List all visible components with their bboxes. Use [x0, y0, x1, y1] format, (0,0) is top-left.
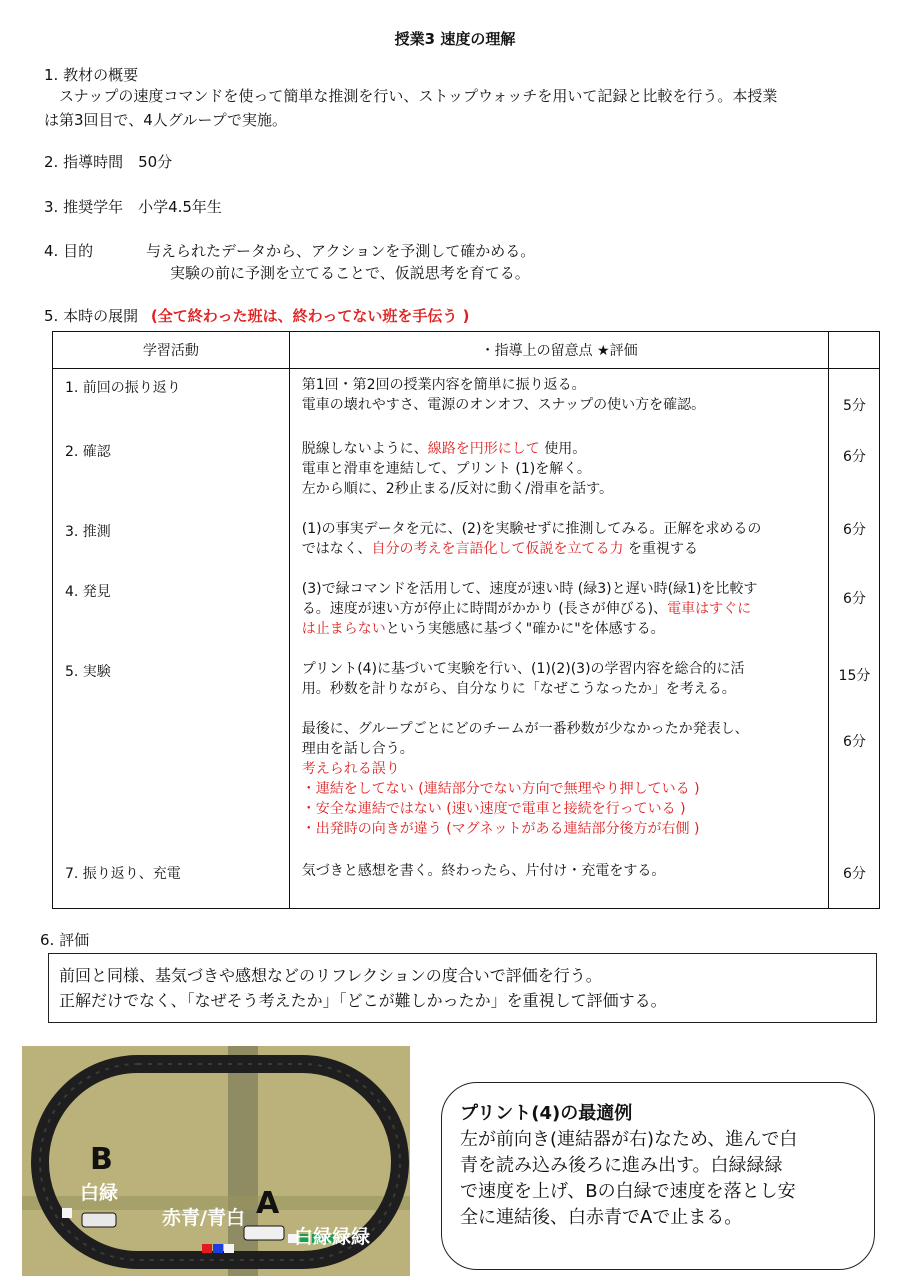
- evaluation-line-1: 前回と同様、基気づきや感想などのリフレクションの度合いで評価を行う。: [59, 966, 602, 985]
- notes-4-text-b: という実態感に基づく"確かに"を体感する。: [385, 621, 665, 637]
- notes-1-line-1: 第1回・第2回の授業内容を簡単に振り返る。: [301, 377, 586, 393]
- evaluation-line-2: 正解だけでなく、「なぜそう考えたか」「どこが難しかったか」を重視して評価する。: [59, 991, 667, 1010]
- notes-3-line-1: (1)の事実データを元に、(2)を実験せずに推測してみる。正解を求めるの: [301, 521, 762, 537]
- notes-2-text-b: 使用。: [539, 441, 587, 457]
- section-1-heading: 1. 教材の概要: [44, 66, 139, 84]
- notes-3-text-a: ではなく、: [301, 541, 372, 557]
- activity-3: 3. 推測: [65, 524, 111, 540]
- notes-2-text-a: 脱線しないように、: [301, 441, 428, 457]
- notes-4-line-1: (3)で緑コマンドを活用して、速度が速い時 (緑3)と遅い時(緑1)を比較す: [301, 581, 758, 597]
- bubble-line-2: 青を読み込み後ろに進み出す。白緑緑緑: [460, 1155, 783, 1176]
- error-1: ・連結をしてない (連結部分でない方向で無理やり押している ): [301, 781, 700, 797]
- notes-7-line-1: 気づきと感想を書く。終わったら、片付け・充電をする。: [301, 863, 666, 879]
- bubble-line-3: で速度を上げ、Bの白緑で速度を落とし安: [460, 1181, 796, 1202]
- header-activity: 学習活動: [53, 332, 290, 369]
- notes-column: [289, 369, 829, 909]
- section-1-line-2: は第3回目で、4人グループで実施。: [44, 111, 288, 129]
- notes-2-line-1: [302, 439, 822, 459]
- notes-2-text-red: 線路を円形にして: [427, 441, 540, 457]
- label-a: A: [256, 1186, 280, 1221]
- activity-2: 2. 確認: [65, 444, 111, 460]
- activity-column: [53, 369, 290, 909]
- notes-5-line-3: 最後に、グループごとにどのチームが一番秒数が少なかったか発表し、: [301, 721, 749, 737]
- notes-5: [302, 659, 822, 839]
- section-6-label: 6. 評価: [40, 931, 90, 949]
- notes-2-line-3: 左から順に、2秒止まる/反対に動く/滑車を話す。: [301, 481, 613, 497]
- notes-5-line-2: 用。秒数を計りながら、自分なりに「なぜこうなったか」を考える。: [301, 681, 736, 697]
- notes-2: [302, 439, 822, 499]
- notes-1: [302, 375, 822, 415]
- notes-4: [302, 579, 822, 639]
- section-2: 2. 指導時間 50分: [44, 153, 173, 171]
- bubble-title: プリント(4)の最適例: [460, 1103, 633, 1124]
- time-7: 6分: [843, 866, 866, 882]
- notes-3: [302, 519, 822, 559]
- activity-1: 1. 前回の振り返り: [65, 380, 181, 396]
- notes-4-text-a: る。速度が速い方が停止に時間がかかり (長さが伸びる)、: [301, 601, 668, 617]
- track-photo: [22, 1046, 410, 1276]
- header-time: [829, 332, 880, 369]
- time-5: 15分: [838, 668, 871, 684]
- notes-3-text-b: を重視する: [623, 541, 698, 557]
- notes-5-line-4: 理由を話し合う。: [301, 741, 414, 757]
- time-column: [829, 369, 880, 909]
- header-notes: ・指導上の留意点 ★評価: [289, 332, 829, 369]
- bubble-line-1: 左が前向き(連結器が右)なため、進んで白: [460, 1129, 798, 1150]
- error-3: ・出発時の向きが違う (マグネットがある連結部分後方が右側 ): [301, 821, 700, 837]
- table-body-row: [53, 369, 880, 909]
- time-3: 6分: [843, 522, 866, 538]
- section-5-note: (全て終わった班は、終わってない班を手伝う ): [150, 307, 470, 325]
- notes-3-text-red: 自分の考えを言語化して仮説を立てる力: [371, 541, 624, 557]
- notes-7: [302, 861, 822, 881]
- evaluation-box: [48, 953, 877, 1023]
- section-5-label: 5. 本時の展開: [44, 307, 139, 325]
- page-title: 授業3 速度の理解: [394, 30, 516, 48]
- notes-4-line-3: [302, 619, 822, 639]
- section-1-line-1: スナップの速度コマンドを使って簡単な推測を行い、ストップウォッチを用いて記録と比較を行う。本授業: [44, 87, 778, 105]
- lesson-plan-table: [52, 331, 880, 909]
- section-1-text: [44, 84, 864, 132]
- notes-3-line-2: [302, 539, 822, 559]
- optimal-example-bubble: [441, 1082, 875, 1270]
- section-4-line-1: 与えられたデータから、アクションを予測して確かめる。: [146, 242, 536, 260]
- section-3: 3. 推奨学年 小学4.5年生: [44, 198, 222, 216]
- label-b: B: [90, 1142, 113, 1177]
- label-right: 白緑緑緑: [294, 1226, 371, 1248]
- notes-1-line-2: 電車の壊れやすさ、電源のオンオフ、スナップの使い方を確認。: [301, 397, 706, 413]
- activity-4: 4. 発見: [65, 584, 111, 600]
- time-4: 6分: [843, 591, 866, 607]
- notes-4-text-red: 電車はすぐに: [667, 601, 752, 617]
- section-5-heading: [44, 305, 470, 326]
- time-2: 6分: [843, 449, 866, 465]
- errors-title: 考えられる誤り: [301, 761, 400, 777]
- table-header-row: [53, 332, 880, 369]
- time-6: 6分: [843, 734, 866, 750]
- notes-5-line-1: プリント(4)に基づいて実験を行い、(1)(2)(3)の学習内容を総合的に活: [301, 661, 745, 677]
- label-mid: 赤青/青白: [162, 1207, 245, 1229]
- bubble-line-4: 全に連結後、白赤青でAで止まる。: [460, 1207, 743, 1228]
- activity-5: 5. 実験: [65, 664, 111, 680]
- error-2: ・安全な連結ではない (速い速度で電車と接続を行っている ): [301, 801, 686, 817]
- time-1: 5分: [843, 398, 866, 414]
- section-4-label: 4. 目的: [44, 242, 94, 260]
- section-4-line-2: 実験の前に予測を立てることで、仮説思考を育てる。: [170, 264, 530, 282]
- notes-4-line-2: [302, 599, 822, 619]
- label-b-sub: 白緑: [80, 1182, 119, 1204]
- notes-4-text-red-2: は止まらない: [301, 621, 386, 637]
- notes-2-line-2: 電車と滑車を連結して、プリント (1)を解く。: [301, 461, 591, 477]
- activity-7: 7. 振り返り、充電: [65, 866, 181, 882]
